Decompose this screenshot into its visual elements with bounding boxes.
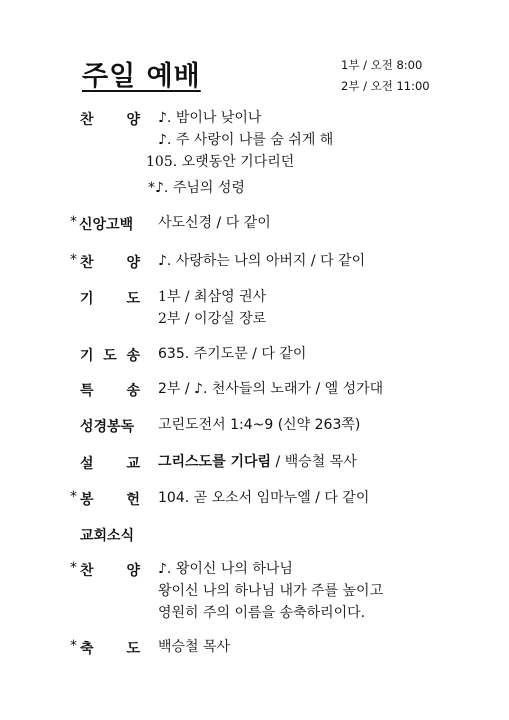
order-label: [80, 560, 140, 580]
order-label: [80, 109, 140, 129]
label-char: 특: [80, 383, 94, 399]
order-content: 104. 곧 오소서 임마누엘 / 다 같이: [158, 490, 370, 506]
label-char: 송: [126, 348, 140, 364]
standing-mark: *: [70, 252, 77, 268]
order-label: [80, 380, 140, 400]
order-label: [80, 345, 140, 365]
order-label: 교회소식: [80, 528, 135, 544]
label-char: 찬: [80, 563, 94, 579]
label-char: 기: [80, 348, 94, 364]
content-line: 2부 / 이강실 장로: [158, 311, 267, 327]
content-line: 105. 오랫동안 기다리던: [146, 154, 295, 170]
order-label: [80, 453, 140, 473]
label-char: 찬: [80, 255, 94, 271]
order-content: [146, 107, 334, 199]
order-label: [80, 489, 140, 509]
order-label: 성경봉독: [80, 419, 135, 435]
label-char: 찬: [80, 112, 94, 128]
label-char: 송: [126, 383, 140, 399]
label-char: 양: [126, 255, 140, 271]
label-char: 도: [103, 348, 117, 364]
label-char: 교: [126, 456, 140, 472]
order-label: [80, 638, 140, 658]
order-content: 고린도전서 1:4~9 (신약 263쪽): [158, 417, 361, 433]
content-line: ♪. 주 사랑이 나를 숨 쉬게 해: [158, 132, 334, 148]
label-char: 양: [126, 563, 140, 579]
sermon-title: 그리스도를 기다림: [158, 454, 272, 470]
content-line: ♪. 밤이나 낮이나: [158, 110, 262, 126]
content-line: 1부 / 최삼영 권사: [158, 289, 267, 305]
standing-mark: *: [70, 489, 77, 505]
label-char: 헌: [126, 492, 140, 508]
standing-mark: *: [70, 560, 77, 576]
content-line: *♪. 주님의 성령: [148, 180, 245, 196]
label-char: 설: [80, 456, 94, 472]
order-content: 백승철 목사: [158, 639, 231, 655]
order-content: [158, 558, 383, 624]
order-label: [80, 252, 140, 272]
order-content: 2부 / ♪. 천사들의 노래가 / 엘 성가대: [158, 381, 384, 397]
label-char: 도: [126, 641, 140, 657]
content-line: 영원히 주의 이름을 송축하리이다.: [158, 605, 366, 621]
label-char: 축: [80, 641, 94, 657]
page-title: 주일 예배: [82, 61, 201, 92]
order-content: 사도신경 / 다 같이: [158, 215, 271, 231]
sermon-preacher: / 백승철 목사: [271, 454, 357, 470]
label-char: 기: [80, 291, 94, 307]
standing-mark: *: [70, 214, 77, 230]
service-time-2: 2부 / 오전 11:00: [341, 79, 430, 93]
label-char: 봉: [80, 492, 94, 508]
order-content: [158, 451, 357, 473]
order-content: [158, 286, 266, 330]
order-label: [80, 288, 140, 308]
order-content: 635. 주기도문 / 다 같이: [158, 346, 307, 362]
order-content: ♪. 사랑하는 나의 아버지 / 다 같이: [158, 253, 366, 269]
content-line: 왕이신 나의 하나님 내가 주를 높이고: [158, 583, 384, 599]
order-label: 신앙고백: [79, 217, 134, 233]
content-line: ♪. 왕이신 나의 하나님: [158, 561, 293, 577]
label-char: 도: [126, 291, 140, 307]
label-char: 양: [126, 112, 140, 128]
service-time-1: 1부 / 오전 8:00: [341, 58, 423, 72]
standing-mark: *: [70, 638, 77, 654]
